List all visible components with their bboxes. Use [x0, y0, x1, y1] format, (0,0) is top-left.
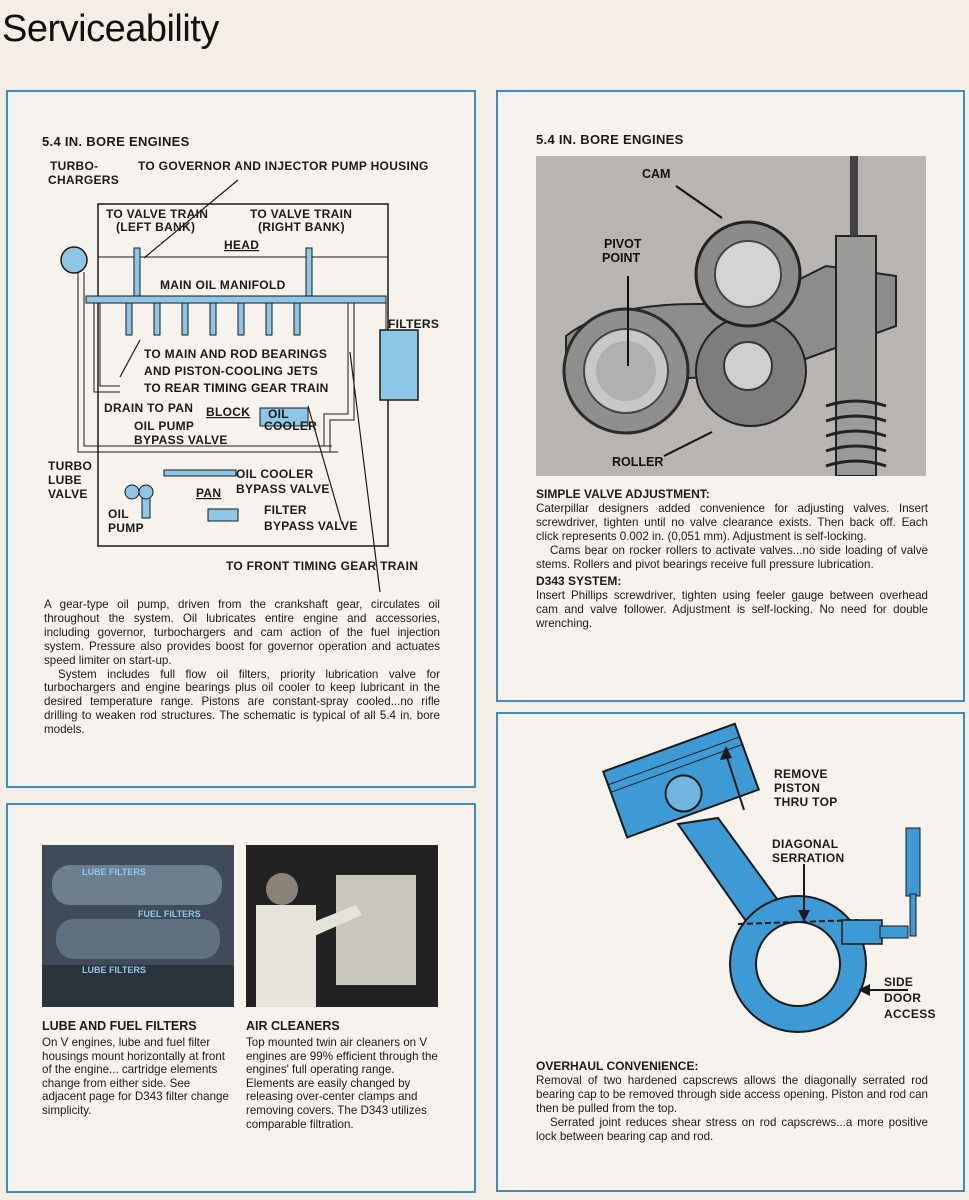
- overhaul-para-2: Serrated joint reduces shear stress on rod capscrews...a more positive lock between bearing cap and rod.: [536, 1115, 928, 1143]
- fuel-filters-tag: FUEL FILTERS: [138, 909, 201, 919]
- valve-left-label-2: (LEFT BANK): [116, 220, 196, 234]
- svg-text:MAIN OIL MANIFOLD: [160, 278, 286, 292]
- air-cleaners-heading: AIR CLEANERS: [246, 1019, 340, 1033]
- filters-photo: [42, 845, 234, 1007]
- svg-text:BYPASS VALVE: [264, 519, 358, 533]
- svg-text:TO VALVE TRAIN: [250, 207, 352, 221]
- lube-filters-tag-2: LUBE FILTERS: [82, 965, 146, 975]
- svg-text:TURBO-: [50, 159, 98, 173]
- overhaul-description: [536, 1060, 928, 1143]
- svg-text:BLOCK: [206, 405, 250, 419]
- svg-text:HEAD: [224, 238, 259, 252]
- svg-text:FUEL FILTERS: [138, 909, 201, 919]
- svg-text:LUBE: [48, 473, 82, 487]
- valve-para-2: Cams bear on rocker rollers to activate valves...no side loading of valve stems. Rollers and pivot bearings receive full pressure lubrication.: [536, 543, 928, 571]
- svg-text:TO MAIN AND ROD BEARINGS: [144, 347, 327, 361]
- svg-text:CHARGERS: [48, 173, 119, 187]
- svg-text:FILTERS: [388, 317, 439, 331]
- valve-right-label-2: (RIGHT BANK): [258, 220, 345, 234]
- lube-fuel-text: On V engines, lube and fuel filter housings mount horizontally at front of the engine... cartridge elements change from either side. See adjacent page for D343 filter change simplicity.: [42, 1036, 229, 1117]
- air-cleaner-photo: [246, 845, 438, 1007]
- piston-rod-drawing: [498, 714, 964, 1064]
- svg-text:BYPASS VALVE: [236, 482, 330, 496]
- oil-pump-label: OIL: [108, 507, 129, 521]
- svg-text:FILTER: [264, 503, 307, 517]
- svg-text:LUBE FILTERS: [82, 965, 146, 975]
- svg-text:DOOR: [884, 991, 921, 1005]
- bearings-label: TO MAIN AND ROD BEARINGS: [144, 347, 328, 361]
- governor-label: TO GOVERNOR AND INJECTOR PUMP HOUSING: [138, 159, 429, 173]
- pan-label: PAN: [196, 486, 222, 500]
- cooler-bypass-label: OIL COOLER: [236, 467, 314, 481]
- svg-text:ROLLER: [612, 455, 663, 469]
- panel-heading: 5.4 IN. BORE ENGINES: [42, 134, 190, 149]
- svg-text:COOLER: [264, 419, 317, 433]
- bearings-label-2: AND PISTON-COOLING JETS: [144, 364, 319, 378]
- svg-text:AND PISTON-COOLING JETS: [144, 364, 318, 378]
- lube-fuel-heading: LUBE AND FUEL FILTERS: [42, 1019, 197, 1033]
- filters-panel: [6, 803, 476, 1193]
- turbo-lube-label: TURBO: [48, 459, 93, 473]
- turbo-lube-label-2: LUBE: [48, 473, 82, 487]
- cooler-bypass-label-2: BYPASS VALVE: [236, 482, 330, 496]
- svg-text:TO VALVE TRAIN: [106, 207, 208, 221]
- svg-text:THRU TOP: [774, 795, 838, 809]
- diagonal-label-2: SERRATION: [772, 851, 845, 865]
- valve-right-label: TO VALVE TRAIN: [250, 207, 353, 221]
- drain-label: DRAIN TO PAN: [104, 401, 194, 415]
- manifold-label: MAIN OIL MANIFOLD: [160, 278, 286, 292]
- svg-text:(LEFT BANK): [116, 220, 195, 234]
- svg-text:TO FRONT TIMING GEAR TRAIN: [226, 559, 418, 573]
- svg-text:TO GOVERNOR AND INJECTOR PUMP: [138, 159, 429, 173]
- svg-text:POINT: [602, 251, 641, 265]
- panel-heading: 5.4 IN. BORE ENGINES: [536, 132, 684, 147]
- oil-cooler-label: OIL: [268, 407, 289, 421]
- turbo-lube-label-3: VALVE: [48, 487, 88, 501]
- valve-subheading-2: D343 SYSTEM:: [536, 574, 622, 589]
- roller-label: ROLLER: [612, 455, 664, 469]
- valve-subheading-1: SIMPLE VALVE ADJUSTMENT:: [536, 487, 710, 501]
- valve-left-label: TO VALVE TRAIN: [106, 207, 209, 221]
- lube-schematic: [8, 152, 474, 652]
- rocker-arm-drawing: [536, 156, 926, 476]
- block-label: BLOCK: [206, 405, 251, 419]
- side-door-label-2: DOOR: [884, 991, 922, 1005]
- lube-system-panel: [6, 90, 476, 788]
- svg-text:DRAIN TO PAN: [104, 401, 193, 415]
- svg-text:TURBO: [48, 459, 92, 473]
- svg-text:(RIGHT BANK): [258, 220, 345, 234]
- svg-text:BYPASS VALVE: [134, 433, 228, 447]
- pivot-label: PIVOT: [604, 237, 642, 251]
- svg-text:LUBE FILTERS: [82, 867, 146, 877]
- filter-bypass-label-2: BYPASS VALVE: [264, 519, 358, 533]
- svg-text:PIVOT: [604, 237, 642, 251]
- svg-text:OIL: [108, 507, 129, 521]
- svg-text:PAN: [196, 486, 221, 500]
- rear-timing-label: TO REAR TIMING GEAR TRAIN: [144, 381, 329, 395]
- svg-text:REMOVE: [774, 767, 828, 781]
- svg-text:CAM: [642, 167, 670, 181]
- svg-text:ACCESS: [884, 1007, 936, 1021]
- head-label: HEAD: [224, 238, 260, 252]
- oil-pump-label-2: PUMP: [108, 521, 144, 535]
- filters-photo-drawing: [42, 845, 234, 1007]
- remove-piston-label: REMOVE: [774, 767, 828, 781]
- svg-text:PISTON: [774, 781, 820, 795]
- front-timing-label: TO FRONT TIMING GEAR TRAIN: [226, 559, 419, 573]
- svg-text:SIDE: [884, 975, 913, 989]
- lube-para-2: System includes full flow oil filters, priority lubrication valve for turbochargers and engine bearings plus oil cooler to keep lubricant in the desired temperature range. Pistons are constant-spray cooled...no rifle drilling to weaken rod structures. The schematic is typical of all 5.4 in. bore models.: [44, 667, 440, 737]
- overhaul-subheading: OVERHAUL CONVENIENCE:: [536, 1059, 699, 1073]
- pump-bypass-label-2: BYPASS VALVE: [134, 433, 228, 447]
- turbochargers-label-2: CHARGERS: [48, 173, 120, 187]
- side-door-label: SIDE: [884, 975, 914, 989]
- lube-filters-tag: LUBE FILTERS: [82, 867, 146, 877]
- oil-cooler-label-2: COOLER: [264, 419, 318, 433]
- valve-para-1: Caterpillar designers added convenience for adjusting valves. Insert screwdriver, tighten until no valve clearance exists. Then back off. Each click represents 0.002 in. (0,051 mm). Adjustment is self-locking.: [536, 501, 928, 543]
- valve-description: [536, 488, 928, 631]
- side-door-label-3: ACCESS: [884, 1007, 936, 1021]
- valve-adjustment-panel: [496, 90, 965, 702]
- svg-text:OIL PUMP: [134, 419, 194, 433]
- overhaul-panel: [496, 712, 965, 1192]
- lube-description: [44, 598, 440, 737]
- svg-text:PUMP: [108, 521, 144, 535]
- air-cleaners-text: Top mounted twin air cleaners on V engines are 99% efficient through the engines' full operating range. Elements are easily changed by releasing over-center clamps and removing covers. The D343 utilizes comparable filtration.: [246, 1036, 438, 1131]
- remove-piston-label-3: THRU TOP: [774, 795, 838, 809]
- overhaul-para-1: Removal of two hardened capscrews allows the diagonally serrated rod bearing cap to be removed through side access opening. Piston and rod can then be pulled from the top.: [536, 1073, 928, 1115]
- turbochargers-label: TURBO-: [50, 159, 99, 173]
- svg-text:VALVE: [48, 487, 88, 501]
- filter-bypass-label: FILTER: [264, 503, 307, 517]
- page-title: Serviceability: [2, 8, 219, 50]
- rocker-arm-photo: [536, 156, 926, 476]
- svg-text:OIL COOLER: [236, 467, 313, 481]
- cam-label: CAM: [642, 167, 671, 181]
- filters-label: FILTERS: [388, 317, 440, 331]
- svg-text:TO REAR TIMING GEAR TRAIN: [144, 381, 329, 395]
- svg-text:DIAGONAL: [772, 837, 838, 851]
- pivot-label-2: POINT: [602, 251, 641, 265]
- diagonal-label: DIAGONAL: [772, 837, 839, 851]
- valve-para-3: Insert Phillips screwdriver, tighten using feeler gauge between overhead cam and valve follower. Adjustment is self-locking. No need for double wrenching.: [536, 589, 928, 631]
- svg-text:SERRATION: [772, 851, 844, 865]
- pump-bypass-label: OIL PUMP: [134, 419, 195, 433]
- remove-piston-label-2: PISTON: [774, 781, 821, 795]
- air-cleaner-photo-drawing: [246, 845, 438, 1007]
- lube-para-1: A gear-type oil pump, driven from the crankshaft gear, circulates oil throughout the system. Oil lubricates entire engine and accessories, including governor, turbochargers and cam action of the fuel injection system. Pressure also provides boost for governor operation and actuates speed limiter on start-up.: [44, 598, 440, 667]
